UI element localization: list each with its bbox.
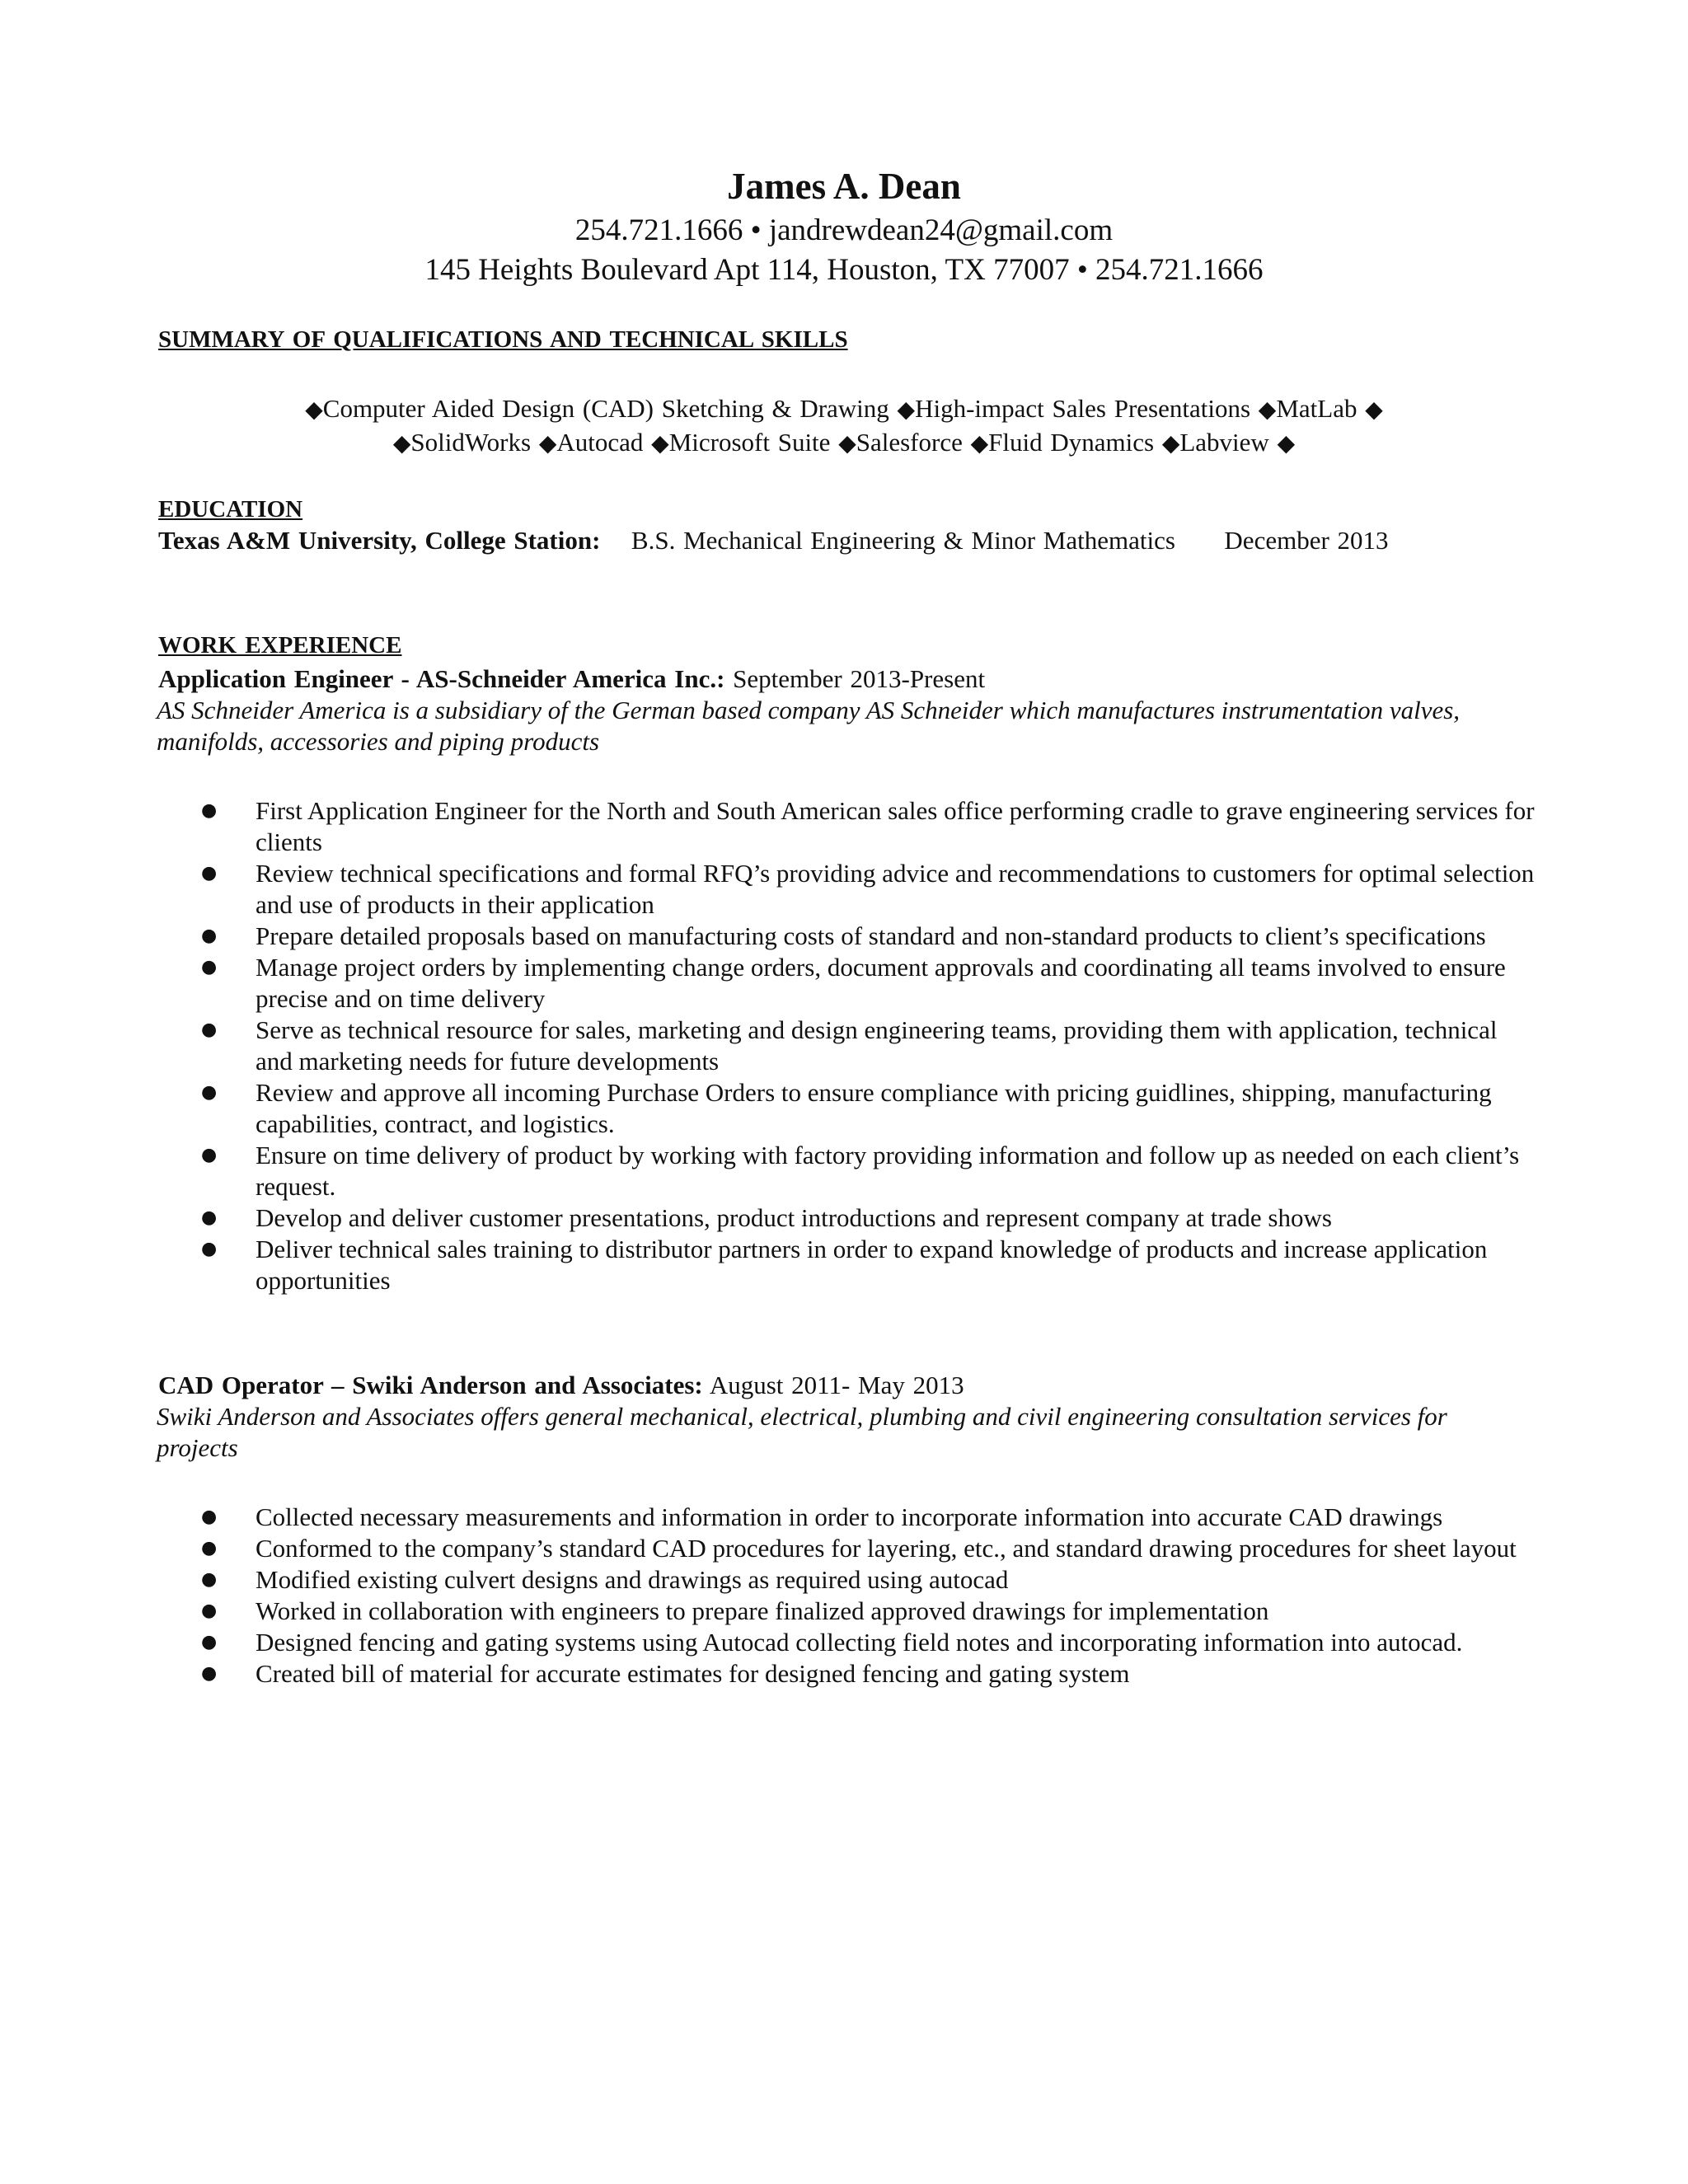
job-title: CAD Operator – Swiki Anderson and Associates:	[158, 1371, 703, 1399]
skill-item: Autocad	[556, 428, 644, 457]
job-responsibilities-list	[201, 795, 1536, 1296]
diamond-bullet-icon: ◆	[1258, 396, 1277, 423]
skills-row-2	[0, 426, 1688, 460]
job-responsibilities-list	[201, 1502, 1536, 1690]
list-item: ● Prepare detailed proposals based on manufacturing costs of standard and non-standard products to client’s specifications	[201, 921, 1486, 950]
diamond-bullet-icon: ◆	[897, 396, 916, 423]
list-item: ● Manage project orders by implementing change orders, document approvals and coordinating all teams involved to ensure precise and on time delivery	[201, 953, 1506, 1013]
bullet-dot-icon: ●	[201, 800, 218, 821]
list-item: ● Review and approve all incoming Purchase Orders to ensure compliance with pricing guidlines, shipping, manufacturing capabilities, contract, and logistics.	[201, 1078, 1492, 1138]
list-item: ● Worked in collaboration with engineers to prepare finalized approved drawings for implementation	[201, 1596, 1269, 1625]
bullet-dot-icon: ●	[201, 957, 218, 977]
bullet-dot-icon: ●	[201, 1632, 218, 1652]
skill-item: Fluid Dynamics	[988, 428, 1155, 457]
resume-header	[0, 162, 1688, 290]
bullet-dot-icon: ●	[201, 863, 218, 883]
list-item: ● Collected necessary measurements and information in order to incorporate information into accurate CAD drawings	[201, 1502, 1443, 1531]
diamond-bullet-icon: ◆	[651, 429, 669, 457]
company-description: AS Schneider America is a subsidiary of the German based company AS Schneider which manufactures instrumentation valves, manifolds, accessories and piping products	[157, 696, 1461, 756]
bullet-dot-icon: ●	[201, 1207, 218, 1228]
bullet-dot-icon: ●	[201, 1239, 218, 1259]
list-item: ● Designed fencing and gating systems using Autocad collecting field notes and incorporating information into autocad.	[201, 1628, 1463, 1657]
skill-item: Salesforce	[856, 428, 963, 457]
graduation-date: December 2013	[1224, 526, 1389, 555]
bullet-dot-icon: ●	[201, 1082, 218, 1103]
skill-item: MatLab	[1276, 394, 1357, 423]
job-title-line	[158, 663, 985, 695]
job-dates: August 2011- May 2013	[709, 1371, 964, 1399]
list-item: ● Develop and deliver customer presentations, product introductions and represent company at trade shows	[201, 1203, 1332, 1232]
job-dates: September 2013-Present	[733, 664, 986, 693]
bullet-dot-icon: ●	[201, 1663, 218, 1684]
skills-list	[0, 392, 1688, 460]
summary-heading: SUMMARY OF QUALIFICATIONS AND TECHNICAL SKILLS	[158, 326, 848, 353]
bullet-dot-icon: ●	[201, 1507, 218, 1527]
bullet-dot-icon: ●	[201, 1569, 218, 1590]
skill-item: SolidWorks	[410, 428, 532, 457]
degree: B.S. Mechanical Engineering & Minor Mathematics	[631, 526, 1175, 555]
diamond-bullet-icon: ◆	[305, 396, 323, 423]
diamond-bullet-icon: ◆	[1161, 429, 1180, 457]
list-item: ● Created bill of material for accurate estimates for designed fencing and gating system	[201, 1659, 1130, 1688]
bullet-dot-icon: ●	[201, 926, 218, 946]
diamond-bullet-icon: ◆	[392, 429, 411, 457]
job-title-line	[158, 1370, 964, 1401]
contact-line-phone-email: 254.721.1666 • jandrewdean24@gmail.com	[574, 213, 1114, 247]
school-name: Texas A&M University, College Station:	[158, 526, 601, 555]
diamond-bullet-icon: ◆	[1365, 396, 1383, 423]
work-experience-heading: WORK EXPERIENCE	[158, 632, 402, 658]
bullet-dot-icon: ●	[201, 1145, 218, 1165]
bullet-dot-icon: ●	[201, 1538, 218, 1558]
list-item: ● First Application Engineer for the North and South American sales office performing cradle to grave engineering services for clients	[201, 796, 1535, 856]
bullet-dot-icon: ●	[201, 1019, 218, 1040]
list-item: ● Ensure on time delivery of product by working with factory providing information and follow up as needed on each client’s request.	[201, 1141, 1520, 1201]
list-item: ● Conformed to the company’s standard CAD procedures for layering, etc., and standard drawing procedures for sheet layout	[201, 1534, 1517, 1563]
education-entry	[158, 525, 1389, 556]
skill-item: High-impact Sales Presentations	[915, 394, 1251, 423]
diamond-bullet-icon: ◆	[538, 429, 557, 457]
list-item: ● Deliver technical sales training to distributor partners in order to expand knowledge of products and increase application opportunities	[201, 1235, 1488, 1295]
skill-item: Computer Aided Design (CAD) Sketching & Drawing	[322, 394, 889, 423]
skill-item: Microsoft Suite	[668, 428, 831, 457]
job-title: Application Engineer - AS-Schneider America Inc.:	[158, 664, 725, 693]
diamond-bullet-icon: ◆	[838, 429, 856, 457]
list-item: ● Modified existing culvert designs and drawings as required using autocad	[201, 1565, 1009, 1594]
diamond-bullet-icon: ◆	[970, 429, 989, 457]
skill-item: Labview	[1179, 428, 1269, 457]
skills-row-1	[0, 392, 1688, 426]
diamond-bullet-icon: ◆	[1277, 429, 1296, 457]
list-item: ● Review technical specifications and formal RFQ’s providing advice and recommendations to customers for optimal selection and use of products in their application	[201, 859, 1535, 919]
education-heading: EDUCATION	[158, 496, 303, 523]
company-description: Swiki Anderson and Associates offers general mechanical, electrical, plumbing and civil engineering consultation services for projects	[157, 1402, 1447, 1462]
candidate-name: James A. Dean	[727, 166, 961, 207]
contact-line-address: 145 Heights Boulevard Apt 114, Houston, TX 77007 • 254.721.1666	[424, 253, 1264, 287]
list-item: ● Serve as technical resource for sales, marketing and design engineering teams, providing them with application, technical and marketing needs for future developments	[201, 1015, 1498, 1076]
bullet-dot-icon: ●	[201, 1601, 218, 1621]
